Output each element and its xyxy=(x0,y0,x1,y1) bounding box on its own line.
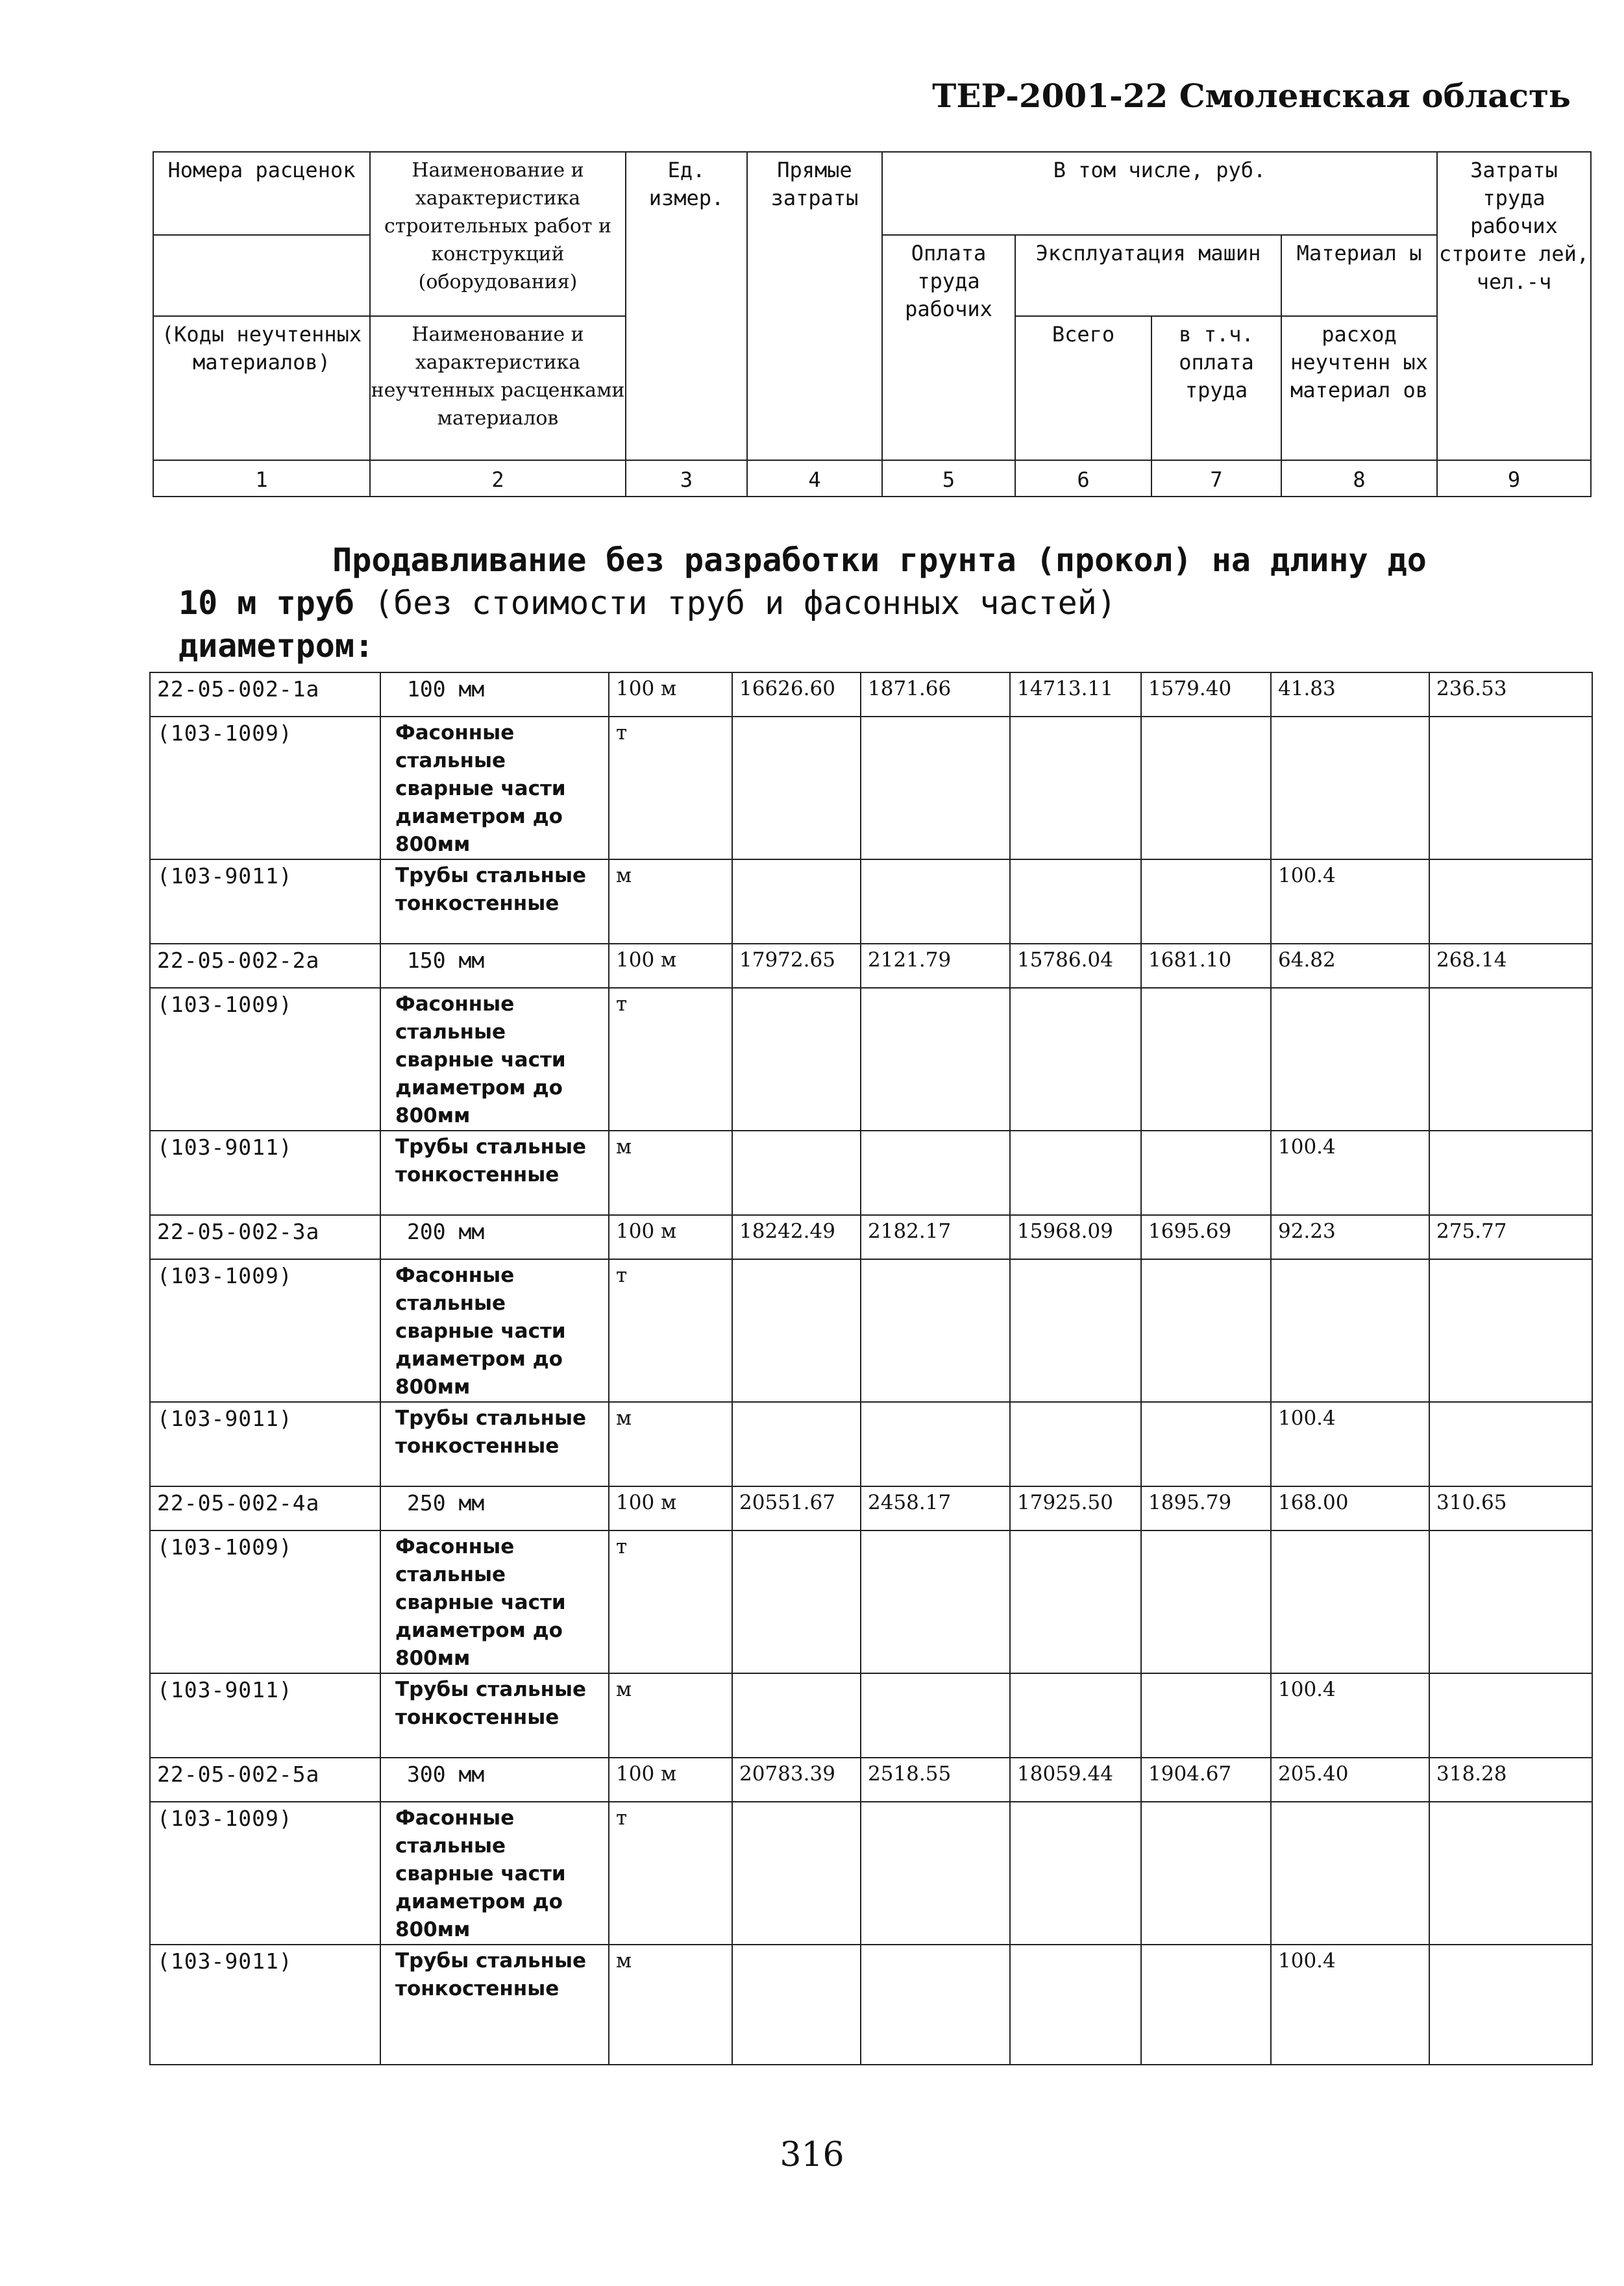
unit: м xyxy=(609,1673,732,1758)
machine-labor xyxy=(1141,717,1271,859)
material-row xyxy=(150,1402,1592,1486)
header-machine-labor: в т.ч. оплата труда xyxy=(1151,316,1281,460)
machine-total: 15786.04 xyxy=(1010,944,1141,988)
labor-pay xyxy=(861,1802,1010,1945)
labor-pay: 2518.55 xyxy=(861,1758,1010,1802)
machine-labor xyxy=(1141,1945,1271,2065)
column-number: 6 xyxy=(1015,460,1151,497)
direct-costs: 16626.60 xyxy=(732,672,861,717)
column-number: 8 xyxy=(1281,460,1437,497)
materials xyxy=(1271,717,1429,859)
machine-total: 14713.11 xyxy=(1010,672,1141,717)
labor-hours xyxy=(1429,1259,1592,1402)
header-machine-operation: Эксплуатация машин xyxy=(1015,235,1281,316)
labor-hours xyxy=(1429,717,1592,859)
rate-code: (103-1009) xyxy=(150,717,380,859)
rate-code: 22-05-002-1a xyxy=(150,672,380,717)
machine-labor: 1904.67 xyxy=(1141,1758,1271,1802)
work-name: Фасонные стальные сварные части диаметром до 800мм xyxy=(380,1259,609,1402)
header-labor-hours: Затраты труда рабочих строите лей, чел.-ч xyxy=(1437,152,1591,460)
work-name: Фасонные стальные сварные части диаметром до 800мм xyxy=(380,988,609,1131)
rate-code: (103-9011) xyxy=(150,1402,380,1486)
labor-hours xyxy=(1429,1673,1592,1758)
unit: т xyxy=(609,717,732,859)
work-name: Трубы стальные тонкостенные xyxy=(380,1131,609,1215)
materials xyxy=(1271,988,1429,1131)
material-row xyxy=(150,1673,1592,1758)
section-title-note: (без стоимости труб и фасонных частей) xyxy=(354,584,1116,622)
rate-code: (103-9011) xyxy=(150,1945,380,2065)
table-row xyxy=(150,672,1592,717)
machine-total xyxy=(1010,1131,1141,1215)
labor-pay: 2121.79 xyxy=(861,944,1010,988)
rate-code: 22-05-002-3a xyxy=(150,1215,380,1259)
column-number: 2 xyxy=(370,460,626,497)
work-name: 150 мм xyxy=(380,944,609,988)
machine-labor xyxy=(1141,1802,1271,1945)
direct-costs xyxy=(732,1945,861,2065)
header-machine-total: Всего xyxy=(1015,316,1151,460)
rates-table xyxy=(149,672,1593,2065)
labor-pay: 2458.17 xyxy=(861,1486,1010,1530)
labor-pay xyxy=(861,859,1010,944)
material-row xyxy=(150,1802,1592,1945)
material-quantity: 100.4 xyxy=(1271,1131,1429,1215)
table-row xyxy=(150,1486,1592,1530)
labor-pay xyxy=(861,1673,1010,1758)
work-name: 300 мм xyxy=(380,1758,609,1802)
machine-labor xyxy=(1141,1673,1271,1758)
machine-total xyxy=(1010,988,1141,1131)
table-row xyxy=(150,1215,1592,1259)
machine-labor xyxy=(1141,1402,1271,1486)
labor-hours: 275.77 xyxy=(1429,1215,1592,1259)
unit: 100 м xyxy=(609,1486,732,1530)
rate-code: (103-1009) xyxy=(150,988,380,1131)
direct-costs: 18242.49 xyxy=(732,1215,861,1259)
machine-total xyxy=(1010,1259,1141,1402)
labor-pay xyxy=(861,1945,1010,2065)
machine-total: 15968.09 xyxy=(1010,1215,1141,1259)
machine-labor: 1681.10 xyxy=(1141,944,1271,988)
column-number: 1 xyxy=(153,460,370,497)
labor-hours: 310.65 xyxy=(1429,1486,1592,1530)
header-materials: Материал ы xyxy=(1281,235,1437,316)
material-row xyxy=(150,859,1592,944)
column-header-table xyxy=(153,151,1592,497)
direct-costs xyxy=(732,1530,861,1673)
unit: м xyxy=(609,1945,732,2065)
column-number: 5 xyxy=(882,460,1015,497)
labor-pay xyxy=(861,1131,1010,1215)
labor-hours: 268.14 xyxy=(1429,944,1592,988)
header-direct-costs: Прямые затраты xyxy=(747,152,882,460)
labor-pay: 2182.17 xyxy=(861,1215,1010,1259)
section-title xyxy=(175,539,1571,667)
header-unit: Ед. измер. xyxy=(626,152,747,460)
labor-hours: 318.28 xyxy=(1429,1758,1592,1802)
material-row xyxy=(150,1530,1592,1673)
labor-pay: 1871.66 xyxy=(861,672,1010,717)
work-name: Фасонные стальные сварные части диаметром до 800мм xyxy=(380,717,609,859)
direct-costs xyxy=(732,1259,861,1402)
work-name: Трубы стальные тонкостенные xyxy=(380,1673,609,1758)
materials: 205.40 xyxy=(1271,1758,1429,1802)
section-title-line1: Продавливание без разработки грунта (прокол) на длину до xyxy=(332,541,1427,579)
materials: 41.83 xyxy=(1271,672,1429,717)
column-number: 3 xyxy=(626,460,747,497)
material-row xyxy=(150,1259,1592,1402)
materials xyxy=(1271,1259,1429,1402)
material-quantity: 100.4 xyxy=(1271,859,1429,944)
machine-total xyxy=(1010,717,1141,859)
machine-total xyxy=(1010,1673,1141,1758)
column-number: 7 xyxy=(1151,460,1281,497)
unit: 100 м xyxy=(609,944,732,988)
machine-total: 17925.50 xyxy=(1010,1486,1141,1530)
labor-hours xyxy=(1429,1802,1592,1945)
material-quantity: 100.4 xyxy=(1271,1945,1429,2065)
unit: т xyxy=(609,988,732,1131)
rate-code: 22-05-002-4a xyxy=(150,1486,380,1530)
unit: 100 м xyxy=(609,672,732,717)
labor-hours xyxy=(1429,1131,1592,1215)
material-quantity: 100.4 xyxy=(1271,1402,1429,1486)
machine-labor: 1579.40 xyxy=(1141,672,1271,717)
machine-total xyxy=(1010,1530,1141,1673)
direct-costs xyxy=(732,859,861,944)
direct-costs xyxy=(732,1802,861,1945)
unit: 100 м xyxy=(609,1758,732,1802)
work-name: Трубы стальные тонкостенные xyxy=(380,1945,609,2065)
machine-total xyxy=(1010,1402,1141,1486)
machine-labor xyxy=(1141,859,1271,944)
work-name: Фасонные стальные сварные части диаметром до 800мм xyxy=(380,1530,609,1673)
header-rate-numbers: Номера расценок xyxy=(153,152,370,235)
unit: т xyxy=(609,1259,732,1402)
material-row xyxy=(150,988,1592,1131)
unit: м xyxy=(609,1402,732,1486)
header-material-codes: (Коды неучтенных материалов) xyxy=(153,316,370,460)
labor-hours xyxy=(1429,1402,1592,1486)
rate-code: (103-9011) xyxy=(150,1131,380,1215)
section-title-line3: диаметром: xyxy=(178,627,375,665)
column-number: 9 xyxy=(1437,460,1591,497)
machine-total xyxy=(1010,1802,1141,1945)
machine-labor xyxy=(1141,1259,1271,1402)
section-title-bold: 10 м труб xyxy=(178,584,354,622)
materials xyxy=(1271,1802,1429,1945)
header-work-name: Наименование и характеристика строительных работ и конструкций (оборудования) xyxy=(370,152,626,316)
direct-costs xyxy=(732,717,861,859)
rate-code: 22-05-002-2a xyxy=(150,944,380,988)
labor-pay xyxy=(861,1530,1010,1673)
unit: м xyxy=(609,1131,732,1215)
work-name: Трубы стальные тонкостенные xyxy=(380,859,609,944)
header-including: В том числе, руб. xyxy=(882,152,1437,235)
material-row xyxy=(150,1945,1592,2065)
machine-labor: 1695.69 xyxy=(1141,1215,1271,1259)
work-name: 100 мм xyxy=(380,672,609,717)
page-number: 316 xyxy=(780,2135,844,2174)
materials xyxy=(1271,1530,1429,1673)
direct-costs xyxy=(732,988,861,1131)
table-row xyxy=(150,944,1592,988)
material-quantity: 100.4 xyxy=(1271,1673,1429,1758)
work-name: 250 мм xyxy=(380,1486,609,1530)
header-material-name: Наименование и характеристика неучтенных расценками материалов xyxy=(370,316,626,460)
work-name: Трубы стальные тонкостенные xyxy=(380,1402,609,1486)
direct-costs: 20783.39 xyxy=(732,1758,861,1802)
rate-code: (103-1009) xyxy=(150,1530,380,1673)
direct-costs: 20551.67 xyxy=(732,1486,861,1530)
labor-hours xyxy=(1429,859,1592,944)
materials: 64.82 xyxy=(1271,944,1429,988)
labor-pay xyxy=(861,1259,1010,1402)
machine-labor xyxy=(1141,988,1271,1131)
materials: 92.23 xyxy=(1271,1215,1429,1259)
unit: м xyxy=(609,859,732,944)
rate-code: (103-9011) xyxy=(150,1673,380,1758)
machine-labor xyxy=(1141,1131,1271,1215)
direct-costs xyxy=(732,1131,861,1215)
header-material-consumption: расход неучтенн ых материал ов xyxy=(1281,316,1437,460)
direct-costs xyxy=(732,1673,861,1758)
machine-labor: 1895.79 xyxy=(1141,1486,1271,1530)
labor-pay xyxy=(861,1402,1010,1486)
rate-code: (103-1009) xyxy=(150,1259,380,1402)
direct-costs xyxy=(732,1402,861,1486)
unit: т xyxy=(609,1530,732,1673)
page-title: ТЕР-2001-22 Смоленская область xyxy=(932,77,1571,115)
labor-hours xyxy=(1429,1530,1592,1673)
machine-total xyxy=(1010,1945,1141,2065)
direct-costs: 17972.65 xyxy=(732,944,861,988)
machine-total xyxy=(1010,859,1141,944)
unit: т xyxy=(609,1802,732,1945)
labor-hours: 236.53 xyxy=(1429,672,1592,717)
machine-total: 18059.44 xyxy=(1010,1758,1141,1802)
labor-pay xyxy=(861,988,1010,1131)
machine-labor xyxy=(1141,1530,1271,1673)
unit: 100 м xyxy=(609,1215,732,1259)
material-row xyxy=(150,1131,1592,1215)
material-row xyxy=(150,717,1592,859)
labor-pay xyxy=(861,717,1010,859)
materials: 168.00 xyxy=(1271,1486,1429,1530)
rate-code: (103-1009) xyxy=(150,1802,380,1945)
rate-code: (103-9011) xyxy=(150,859,380,944)
rate-code: 22-05-002-5a xyxy=(150,1758,380,1802)
labor-hours xyxy=(1429,988,1592,1131)
work-name: Фасонные стальные сварные части диаметром до 800мм xyxy=(380,1802,609,1945)
column-number: 4 xyxy=(747,460,882,497)
labor-hours xyxy=(1429,1945,1592,2065)
header-labor-pay: Оплата труда рабочих xyxy=(882,235,1015,460)
work-name: 200 мм xyxy=(380,1215,609,1259)
table-row xyxy=(150,1758,1592,1802)
